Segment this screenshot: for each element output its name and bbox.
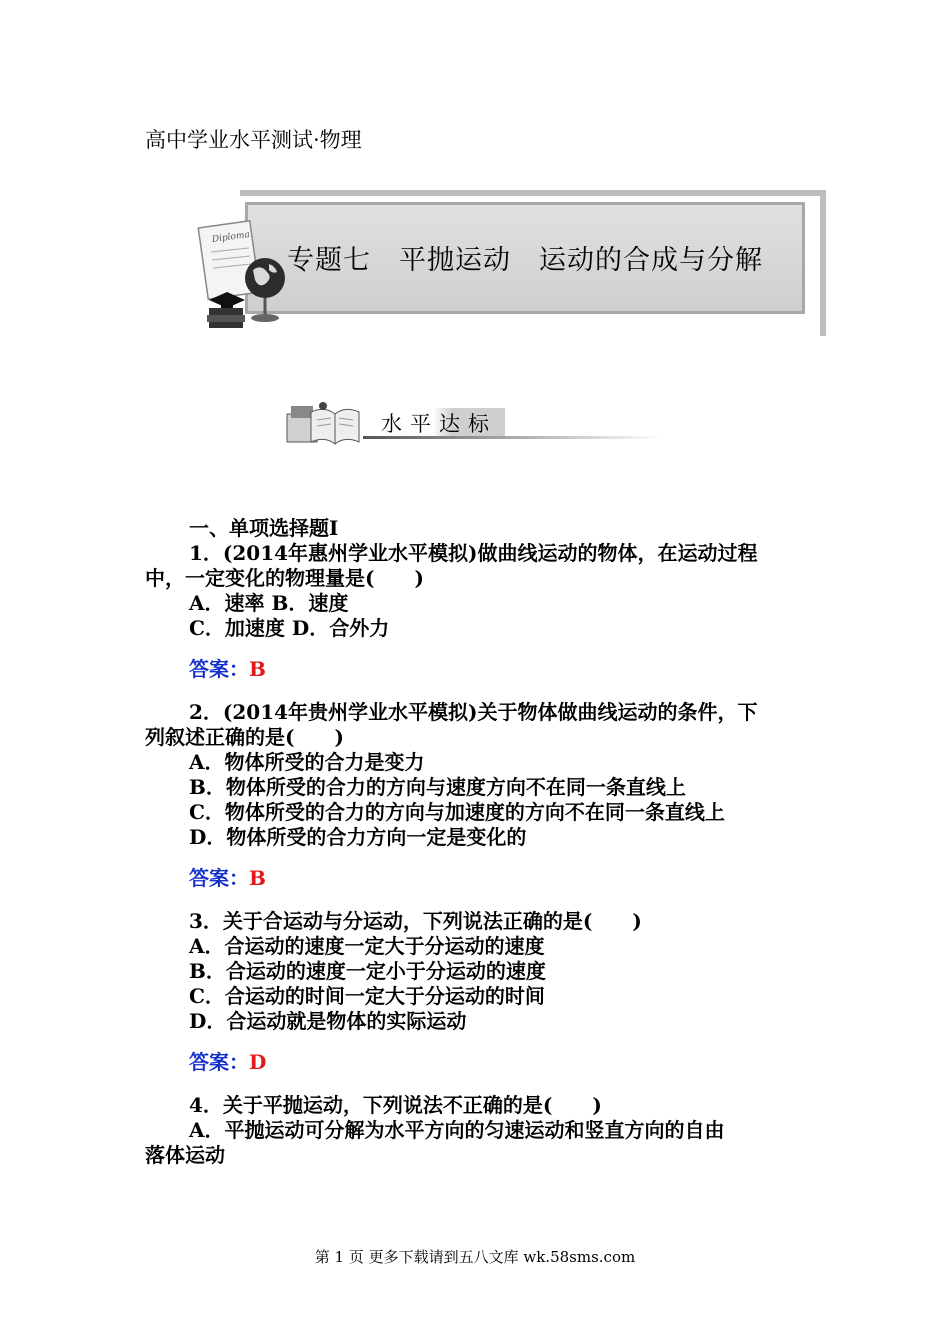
chapter-title: 专题七 平抛运动 运动的合成与分解 xyxy=(287,245,763,276)
document-body xyxy=(145,516,813,1168)
q2-stem-line1: 2．(2014年贵州学业水平模拟)关于物体做曲线运动的条件，下 xyxy=(189,700,758,724)
q1-options-ab: A．速率 B．速度 xyxy=(189,591,349,615)
q2-option-a: A．物体所受的合力是变力 xyxy=(189,750,425,774)
q4-option-a-line1: A．平抛运动可分解为水平方向的匀速运动和竖直方向的自由 xyxy=(189,1118,725,1142)
q3-option-c: C．合运动的时间一定大于分运动的时间 xyxy=(189,984,545,1008)
answer-value: B xyxy=(249,657,266,681)
answer-value: D xyxy=(249,1050,267,1074)
answer-label: 答案： xyxy=(189,1050,249,1074)
answer-label: 答案： xyxy=(189,866,249,890)
q1-stem-line1: 1．(2014年惠州学业水平模拟)做曲线运动的物体，在运动过程 xyxy=(189,541,758,565)
diploma-text: Diploma xyxy=(211,229,251,246)
q3-option-a: A．合运动的速度一定大于分运动的速度 xyxy=(189,934,545,958)
q3-stem: 3．关于合运动与分运动，下列说法正确的是( ) xyxy=(189,909,642,933)
answer-value: B xyxy=(249,866,266,890)
q1-answer xyxy=(145,657,813,682)
q3-option-d: D．合运动就是物体的实际运动 xyxy=(189,1009,467,1033)
section-banner xyxy=(283,400,663,450)
q2-stem-line2: 列叙述正确的是( ) xyxy=(145,725,344,749)
diploma-globe-icon xyxy=(195,220,290,330)
q3-answer xyxy=(145,1050,813,1075)
q2-option-c: C．物体所受的合力的方向与加速度的方向不在同一条直线上 xyxy=(189,800,725,824)
part-title: 一、单项选择题Ⅰ xyxy=(189,516,339,540)
q1-options-cd: C．加速度 D．合外力 xyxy=(189,616,390,640)
q1-stem-line2: 中，一定变化的物理量是( ) xyxy=(145,566,424,590)
page-header: 高中学业水平测试·物理 xyxy=(145,128,362,152)
answer-label: 答案： xyxy=(189,657,249,681)
section-underline xyxy=(363,436,663,439)
books-icon xyxy=(283,400,363,448)
q2-option-b: B．物体所受的合力的方向与速度方向不在同一条直线上 xyxy=(189,775,686,799)
section-label: 水平达标 xyxy=(373,408,505,436)
q4-stem: 4．关于平抛运动，下列说法不正确的是( ) xyxy=(189,1093,602,1117)
q2-option-d: D．物体所受的合力方向一定是变化的 xyxy=(189,825,527,849)
q4-option-a-line2: 落体运动 xyxy=(145,1143,225,1167)
page-footer: 第 1 页 更多下载请到五八文库 wk.58sms.com xyxy=(314,1248,636,1266)
q3-option-b: B．合运动的速度一定小于分运动的速度 xyxy=(189,959,546,983)
q2-answer xyxy=(145,866,813,891)
chapter-banner xyxy=(195,190,820,335)
